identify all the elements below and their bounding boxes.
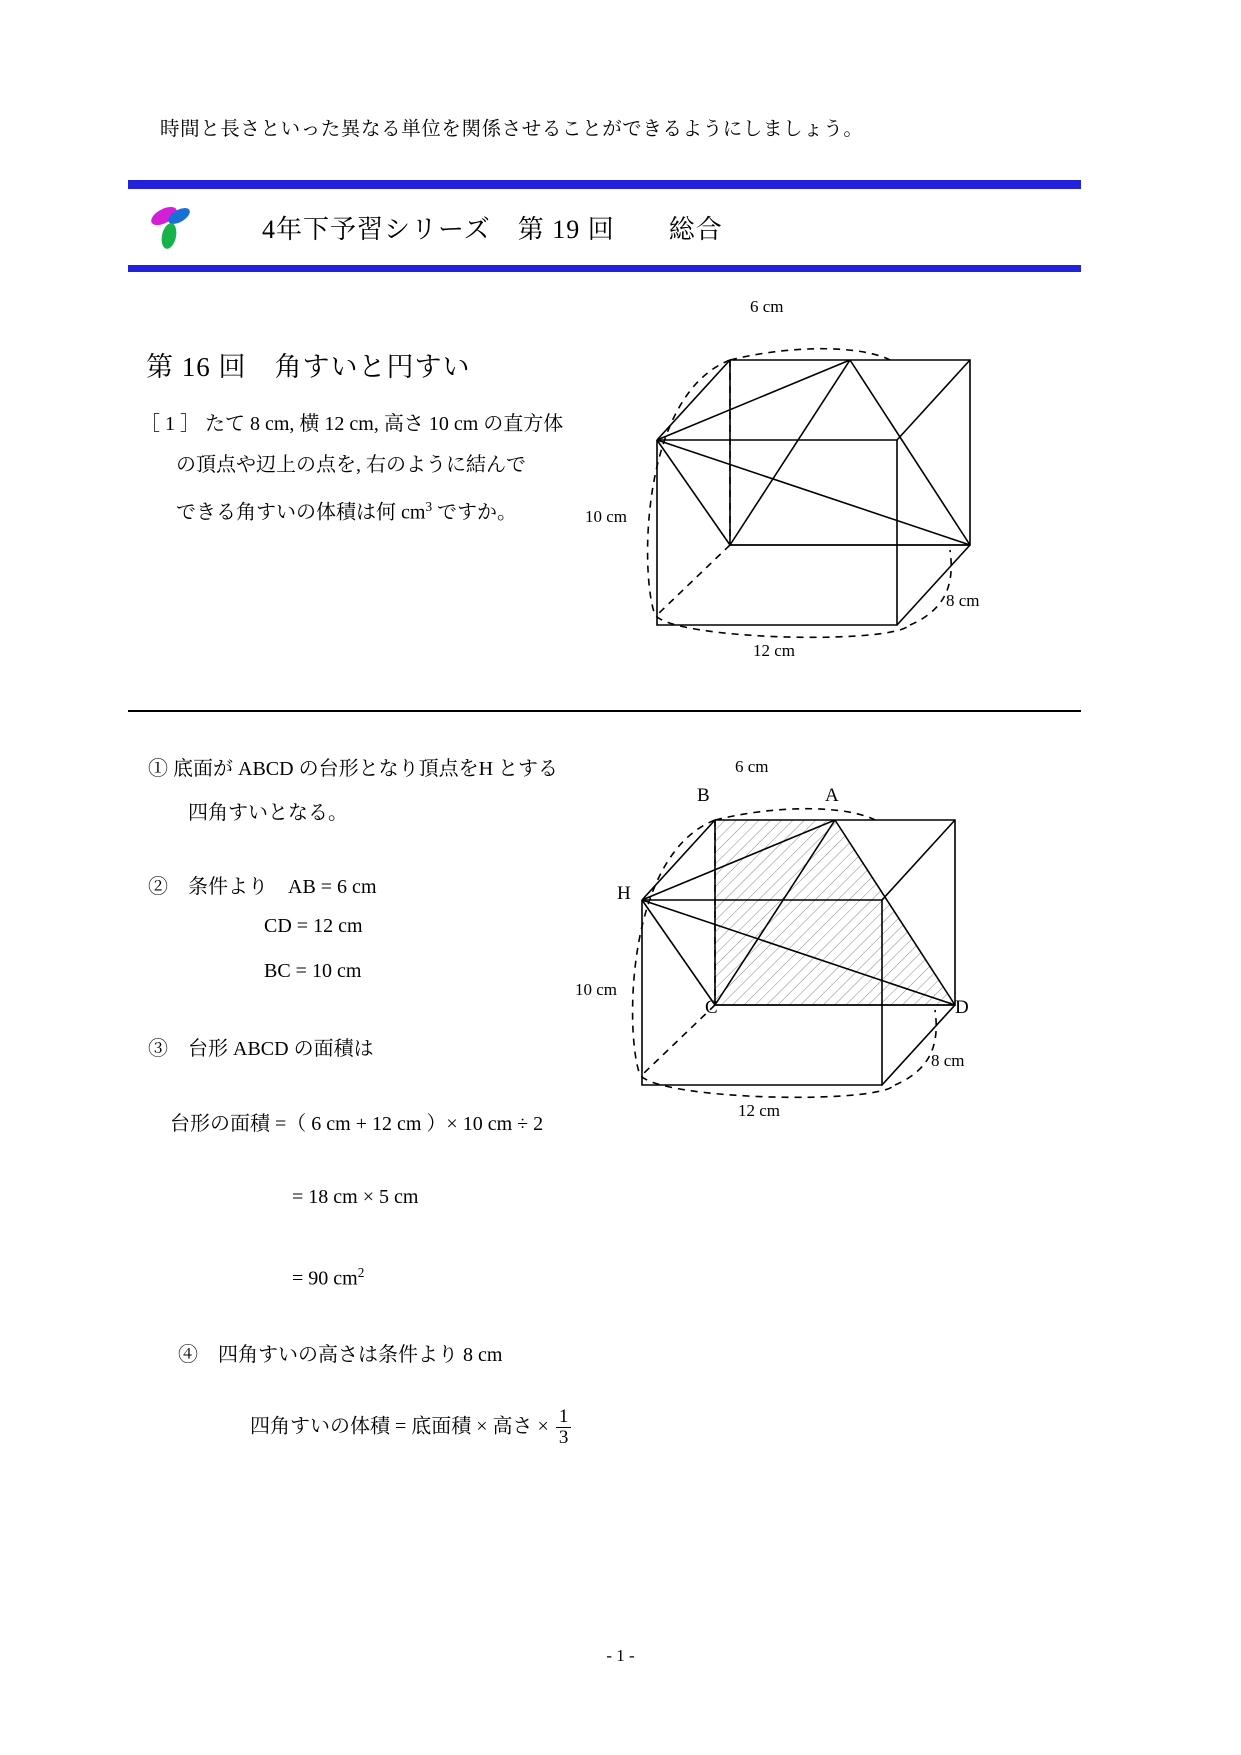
figure-rectangular-prism-2 (575, 745, 1015, 1165)
figure2-label-bottom: 12 cm (738, 1101, 781, 1120)
question-line-1: ［ 1 ］ たて 8 cm, 横 12 cm, 高さ 10 cm の直方体 (140, 413, 564, 435)
header-title: 4年下予習シリーズ 第 19 回 総合 (262, 215, 723, 244)
solution-step2-line1: ② 条件より AB = 6 cm (148, 876, 377, 898)
question-line-3-sup: 3 (425, 499, 433, 514)
figure1-label-right: 8 cm (946, 591, 980, 610)
solution-step3-line4-a: = 90 cm (292, 1267, 358, 1290)
page-number: - 1 - (606, 1646, 635, 1665)
header-rule-bottom (128, 265, 1081, 272)
fraction-denominator: 3 (556, 1427, 572, 1448)
brand-logo-icon (142, 200, 204, 260)
figure2-vertex-d: D (955, 997, 969, 1018)
header-rule-top (128, 180, 1081, 189)
figure2-vertex-h: H (617, 883, 631, 904)
figure2-label-top: 6 cm (735, 757, 769, 776)
fraction-one-third (556, 1407, 572, 1448)
solution-step1-line1: ① 底面が ABCD の台形となり頂点をH とする (148, 758, 559, 780)
solution-step2-line3: BC = 10 cm (264, 960, 362, 982)
section-divider (128, 710, 1081, 712)
question-line-3 (140, 486, 660, 534)
figure2-vertex-a: A (825, 785, 839, 806)
fraction-numerator: 1 (558, 1406, 569, 1427)
question-line-2: の頂点や辺上の点を, 右のように結んで (176, 454, 526, 476)
figure2-label-left: 10 cm (575, 980, 618, 999)
section-title: 第 16 回 角すいと円すい (146, 352, 471, 382)
top-note: 時間と長さといった異なる単位を関係させることができるようにしましょう。 (160, 119, 864, 140)
figure1-label-top: 6 cm (750, 297, 784, 316)
solution-step3-line4 (292, 1265, 364, 1291)
solution-step4-line2 (250, 1407, 573, 1448)
figure2-vertex-b: B (697, 785, 710, 806)
figure-rectangular-prism-1 (585, 285, 1030, 685)
solution-step3-line4-sup: 2 (357, 1265, 365, 1280)
solution-step4-line1: ④ 四角すいの高さは条件より 8 cm (178, 1344, 503, 1366)
figure2-label-right: 8 cm (931, 1051, 965, 1070)
solution-step3-line1: ③ 台形 ABCD の面積は (148, 1038, 374, 1060)
figure1-label-bottom: 12 cm (753, 641, 796, 660)
solution-step4-line2-text: 四角すいの体積 = 底面積 × 高さ × (250, 1415, 554, 1438)
solution-step1-line2: 四角すいとなる。 (188, 802, 348, 824)
question-block (140, 404, 660, 534)
question-line-3-a: できる角すいの体積は何 cm (176, 501, 426, 524)
figure1-label-left: 10 cm (585, 507, 628, 526)
figure2-vertex-c: C (705, 997, 718, 1018)
question-line-3-b: ですか。 (432, 501, 518, 524)
solution-step3-line2: 台形の面積 =（ 6 cm + 12 cm ）× 10 cm ÷ 2 (170, 1113, 544, 1135)
solution-step2-line2: CD = 12 cm (264, 915, 363, 937)
solution-step3-line3: = 18 cm × 5 cm (292, 1186, 419, 1208)
